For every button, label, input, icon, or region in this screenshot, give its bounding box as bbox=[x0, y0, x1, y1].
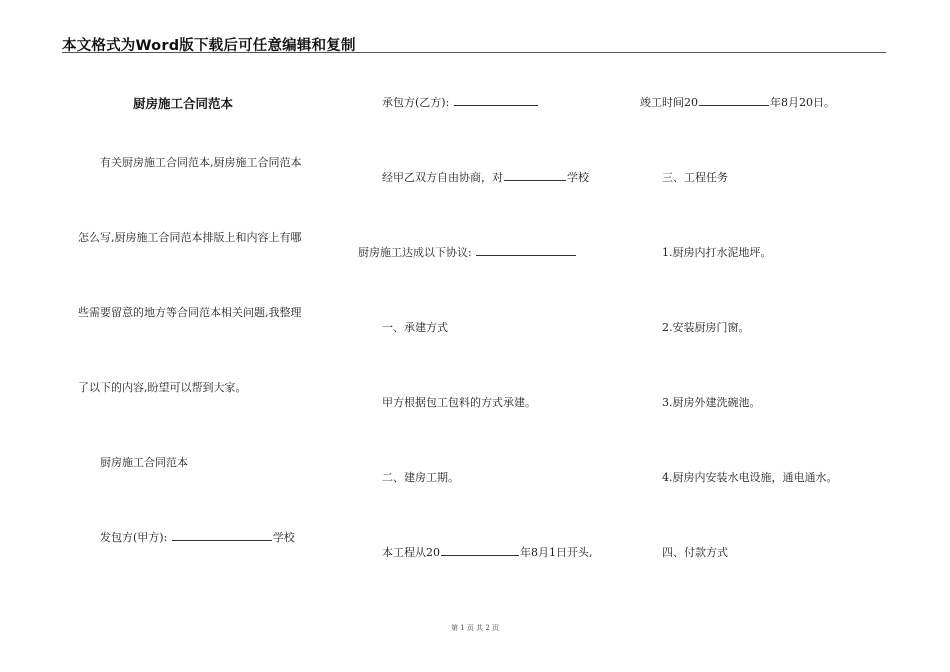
agreement2-blank bbox=[476, 244, 576, 256]
intro-line-4: 了以下的内容,盼望可以帮到大家。 bbox=[78, 381, 247, 394]
party-a-line bbox=[100, 529, 295, 545]
task-2: 2.安装厨房门窗。 bbox=[662, 321, 750, 334]
finish-suffix: 年8月20日。 bbox=[770, 96, 835, 109]
contract-subtitle: 厨房施工合同范本 bbox=[100, 456, 188, 469]
party-b-label: 承包方(乙方): bbox=[382, 96, 450, 109]
party-b-line bbox=[382, 94, 539, 110]
section-4-heading: 四、付款方式 bbox=[662, 546, 728, 559]
party-a-blank bbox=[172, 529, 272, 541]
section-1-body: 甲方根据包工包料的方式承建。 bbox=[382, 396, 536, 409]
intro-line-3: 些需要留意的地方等合同范本相关问题,我整理 bbox=[78, 306, 302, 319]
task-4: 4.厨房内安装水电设施，通电通水。 bbox=[662, 471, 838, 484]
finish-prefix: 竣工时间20 bbox=[640, 96, 698, 109]
period-suffix: 年8月1日开头, bbox=[520, 546, 593, 559]
school-blank bbox=[504, 169, 566, 181]
agreement2-prefix: 厨房施工达成以下协议: bbox=[358, 246, 472, 259]
agreement-prefix: 经甲乙双方自由协商，对 bbox=[382, 171, 503, 184]
intro-line-1: 有关厨房施工合同范本,厨房施工合同范本 bbox=[100, 156, 302, 169]
section-2-heading: 二、建房工期。 bbox=[382, 471, 459, 484]
section-1-heading: 一、承建方式 bbox=[382, 321, 448, 334]
period-year-blank bbox=[441, 544, 519, 556]
finish-line bbox=[640, 94, 835, 110]
agreement-line-2 bbox=[358, 244, 577, 260]
page-number: 第 1 页 共 2 页 bbox=[450, 624, 500, 632]
finish-year-blank bbox=[699, 94, 769, 106]
agreement-line bbox=[382, 169, 589, 185]
intro-line-2: 怎么写,厨房施工合同范本排版上和内容上有哪 bbox=[78, 231, 302, 244]
agreement-suffix: 学校 bbox=[567, 171, 589, 184]
section-3-heading: 三、工程任务 bbox=[662, 171, 728, 184]
header-divider bbox=[62, 52, 886, 53]
period-line bbox=[382, 544, 593, 560]
task-1: 1.厨房内打水泥地坪。 bbox=[662, 246, 772, 259]
party-a-suffix: 学校 bbox=[272, 531, 295, 544]
task-3: 3.厨房外建洗碗池。 bbox=[662, 396, 761, 409]
document-header: 本文格式为Word版下载后可任意编辑和复制 bbox=[62, 38, 356, 54]
document-title: 厨房施工合同范本 bbox=[133, 96, 234, 111]
party-a-label: 发包方(甲方): bbox=[100, 531, 168, 544]
party-b-blank bbox=[454, 94, 538, 106]
period-prefix: 本工程从20 bbox=[382, 546, 440, 559]
